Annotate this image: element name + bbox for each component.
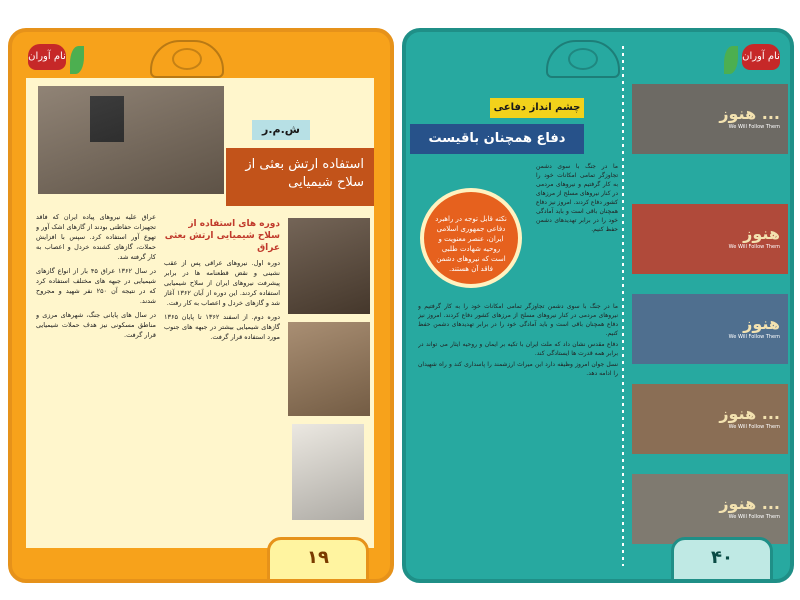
poster-title: هنوز ... (719, 404, 780, 423)
column-main (418, 300, 618, 550)
newspaper-clipping (292, 424, 364, 520)
quote-badge: نکته قابل توجه در راهبرد دفاعی جمهوری اسلامی ایران، عنصر معنویت و روحیه شهادت طلبی است که نیروهای دشمن فاقد آن هستند. (420, 188, 522, 288)
film-poster-1 (632, 84, 788, 154)
logo-text: نام آوران (28, 44, 66, 70)
page-19 (8, 28, 394, 583)
film-poster-5 (632, 474, 788, 544)
section-subtitle: دوره های استفاده از سلاح شیمیایی ارتش بعثی عراق (164, 219, 280, 253)
victims-photo (288, 322, 370, 416)
article-title: دفاع همچنان باقیست (410, 124, 584, 154)
dashed-divider (622, 46, 624, 566)
column-middle (164, 218, 280, 538)
paragraph: دوره اول. نیروهای عراقی پس از عقب نشینی و نقض قطعنامه ها در برابر پیشرفت نیروهای ایران از سلاح شیمیایی استفاده کردند. این دوره از آبان ۱۳۶۲ آغاز شد و گازهای خردل و اعصاب به کار رفت. (164, 259, 280, 307)
ornament-icon (150, 40, 224, 78)
sign-board (90, 96, 124, 142)
paragraph: دوره دوم. از اسفند ۱۳۶۲ تا پایان ۱۳۶۵ گازهای شیمیایی بیشتر در جبهه های جنوب مورد استفاده قرار گرفت. (164, 313, 280, 341)
paragraph: عراق علیه نیروهای پیاده ایران که فاقد تجهیزات حفاظتی بودند از گازهای اشک آور و تهوع آور استفاده کرد. سپس با افزایش حملات، گازهای کشنده خردل و اعصاب به کار گرفته شد. (36, 213, 156, 261)
poster-title: هنوز ... (719, 104, 780, 123)
leaf-icon (724, 46, 738, 74)
ornament-icon (546, 40, 620, 78)
battlefield-photo (288, 218, 370, 314)
logo-text: نام آوران (742, 44, 780, 70)
paragraph: نسل جوان امروز وظیفه دارد این میراث ارزشمند را پاسداری کند و راه شهیدان را ادامه دهد. (418, 361, 618, 377)
film-poster-2 (632, 204, 788, 274)
poster-tag: We Will Follow Them (728, 244, 780, 250)
poster-title: هنوز ... (719, 494, 780, 513)
magazine-logo (724, 38, 784, 80)
paragraph: ما در جنگ با سوی دشمن تجاوزگر تمامی امکانات خود را به کار گرفتیم و نیروهای مردمی در کنار نیروهای مسلح از مرزهای کشور دفاع کردند. امروز نیز دفاع همچنان باقی است و باید آمادگی خود را در برابر تهدیدهای دشمن حفظ کنیم. (418, 303, 618, 337)
soldiers-photo (38, 86, 224, 194)
author-label: ش.م.ر (252, 120, 310, 140)
paragraph: دفاع مقدس نشان داد که ملت ایران با تکیه بر ایمان و روحیه ایثار می تواند در برابر همه قدرت ها ایستادگی کند. (418, 341, 618, 357)
poster-tag: We Will Follow Them (728, 334, 780, 340)
magazine-logo (26, 38, 86, 80)
article-title: استفاده ارتش بعثی از سلاح شیمیایی (226, 148, 374, 206)
column-top (536, 160, 618, 296)
poster-title: هنوز (743, 314, 780, 333)
page-40 (402, 28, 794, 583)
content-panel (26, 78, 374, 548)
paragraph: در سال ۱۳۶۲ عراق ۴۵ بار از انواع گازهای شیمیایی در جبهه های مختلف استفاده کرد که در نتیجه آن ۲۵۰ نفر شهید و مجروح شدند. (36, 267, 156, 305)
page-number: ۱۹ (267, 537, 369, 583)
poster-tag: We Will Follow Them (728, 514, 780, 520)
poster-tag: We Will Follow Them (728, 124, 780, 130)
poster-title: هنوز (743, 224, 780, 243)
film-poster-3 (632, 294, 788, 364)
section-kicker: چشم انداز دفاعی (490, 98, 584, 118)
page-number: ۴۰ (671, 537, 773, 583)
column-left (36, 208, 156, 538)
film-poster-4 (632, 384, 788, 454)
paragraph: ما در جنگ با سوی دشمن تجاوزگر تمامی امکانات خود را به کار گرفتیم و نیروهای مردمی در کنار نیروهای مسلح از مرزهای کشور دفاع کردند. امروز نیز دفاع همچنان باقی است و باید آمادگی خود را در برابر تهدیدهای دشمن حفظ کنیم. (536, 163, 618, 233)
paragraph: در سال های پایانی جنگ، شهرهای مرزی و مناطق مسکونی نیز هدف حملات شیمیایی قرار گرفت. (36, 311, 156, 339)
leaf-icon (70, 46, 84, 74)
poster-tag: We Will Follow Them (728, 424, 780, 430)
